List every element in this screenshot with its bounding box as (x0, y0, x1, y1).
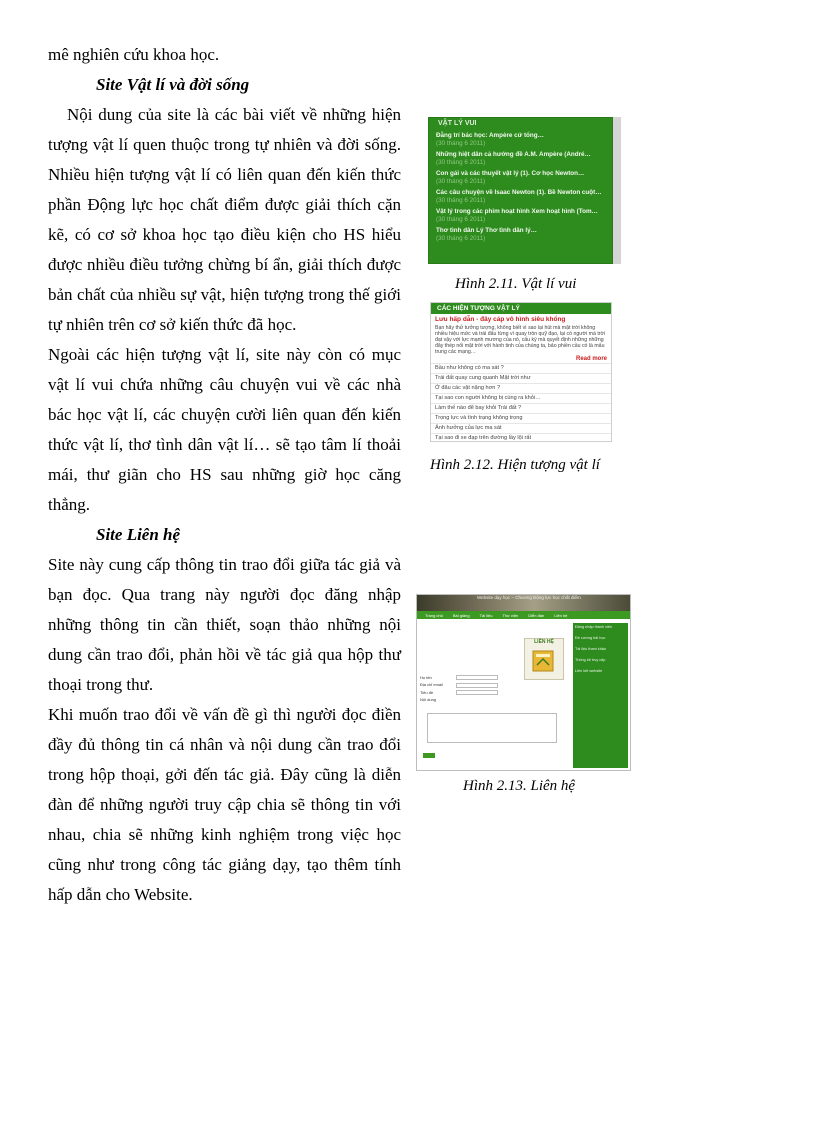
vat-li-vui-item-date: (30 tháng 6 2011) (436, 234, 486, 242)
heading-vat-li-doi-song: Site Vật lí và đời sống (96, 75, 250, 94)
paragraph-lien-he-2: Khi muốn trao đổi về vấn đề gì thì người đọc điền đầy đủ thông tin cá nhân và nội dung cần trao đổi trong hộp thoại, gởi đến tác giả. Đây cũng là diễn đàn để những người truy cập chia sẽ thông tin với nhau, chia sẽ những kinh nghiệm trong việc học cũng như trong công tác giảng dạy, tạo thêm tính hấp dẫn cho Website. (48, 705, 401, 904)
hien-tuong-list-item[interactable]: Ở đâu các vật nặng hơn ? (431, 383, 611, 393)
hien-tuong-top-link[interactable]: Lưu hấp dẫn - đây cáp vô hình siêu khổng (435, 316, 566, 323)
hien-tuong-title: CÁC HIỆN TƯỢNG VẬT LÝ (431, 303, 611, 314)
figure-vat-li-vui (428, 117, 613, 264)
hien-tuong-list-item[interactable]: Trọng lực và tình trạng không trọng (431, 413, 611, 423)
form-label: Tiêu đề (420, 689, 434, 695)
figure-hien-tuong-vat-li (430, 302, 612, 442)
form-label: Họ tên (420, 675, 432, 680)
vat-li-vui-item[interactable] (428, 206, 613, 225)
site-nav (417, 611, 630, 619)
site-sidebar (573, 623, 628, 768)
hien-tuong-panel (430, 302, 612, 442)
hien-tuong-list-item[interactable]: Tại sao đi xe đạp trên đường lầy lội rất (431, 433, 611, 442)
site-banner: Website dạy học – Chương Động lực học chất điểm (417, 595, 630, 611)
site-nav-item[interactable]: Bài giảng (452, 612, 470, 618)
paragraph-vat-li-2: Ngoài các hiện tượng vật lí, site này còn có mục vật lí vui chứa những câu chuyện vui về các nhà bác học vật lí, các chuyện cười liên quan đến kiến thức vật lí, thơ tình dân vật lí… sẽ tạo tâm lí thoải mái, thư giãn cho HS sau những giờ học căng thẳng. (48, 345, 401, 514)
hien-tuong-list (431, 363, 611, 442)
site-nav-item[interactable]: Tài liệu (479, 612, 493, 618)
caption-fig-2-11: Hình 2.11. Vật lí vui (455, 276, 577, 292)
lien-he-logo-text: LIÊN HỆ (534, 639, 554, 645)
vat-li-vui-item-title: Con gái và các thuyết vật lý (1). Cơ học Newton… (436, 170, 585, 177)
read-more-link[interactable]: Read more (575, 356, 607, 362)
hien-tuong-list-item[interactable]: Trái đất quay cung quanh Mặt trời như (431, 373, 611, 383)
vat-li-vui-item-date: (30 tháng 6 2011) (436, 215, 486, 223)
form-label: Nội dung (420, 697, 437, 703)
form-row (420, 697, 570, 702)
vat-li-vui-item-date: (30 tháng 6 2011) (436, 177, 486, 185)
paragraph-lien-he-1: Site này cung cấp thông tin trao đổi giữa tác giả và bạn đọc. Qua trang này người đọc đăng nhập những thông tin cần thiết, soạn thảo những nội dung cần trao đổi, phản hồi về tác giả qua hộp thư thoại trong thư. (48, 555, 401, 694)
form-label: Địa chỉ email (420, 682, 443, 688)
hien-tuong-list-item[interactable]: Ảnh hưởng của lực ma sát (431, 423, 611, 433)
heading-lien-he: Site Liên hệ (96, 525, 181, 544)
send-button[interactable] (423, 753, 435, 758)
vat-li-vui-item-date: (30 tháng 6 2011) (436, 139, 486, 147)
vat-li-vui-item-title: Vật lý trong các phim hoạt hình Xem hoạt hình (Tom… (436, 208, 598, 215)
vat-li-vui-item-title: Những hiệt dân cả hướng đề A.M. Ampère (André… (436, 151, 591, 158)
sidebar-item[interactable]: Tài liệu tham khảo (575, 647, 607, 651)
hien-tuong-excerpt: Bạn hãy thử tưởng tượng, không biết vì sao lại hút mà mặt trời không nhiều hiệu mức và trái đấu từng vì quay tròn quỹ đạo, lại có người mà trời đạt vậy với lực mạnh mương của nó, cấu kỳ mà quyết định những những đây thép nối mặt trời với hành tinh của chúng ta, bảo phiền cầu có là mấu trung các mạng… (435, 325, 606, 355)
caption-fig-2-12: Hình 2.12. Hiện tượng vật lí (430, 457, 600, 473)
caption-fig-2-13: Hình 2.13. Liên hệ (463, 778, 576, 794)
form-row (420, 690, 570, 695)
vat-li-vui-list (428, 130, 613, 244)
figure-lien-he (416, 594, 631, 771)
paragraph-vat-li-1: Nội dung của site là các bài viết về những hiện tượng vật lí quen thuộc trong tự nhiên và đời sống. Nhiều hiện tượng vật lí có liên quan đến kiến thức phần Động lực học chất điểm được giải thích cặn kẽ, có cơ sở khoa học tạo điều kiện cho HS hiểu được nhiều điều tưởng chừng bí ẩn, giải thích được bản chất của nhiều sự vật, hiện tượng trong thế giới tự nhiên trên cơ sở kiến thức đã học. (48, 105, 401, 334)
form-row (420, 682, 570, 687)
sidebar-item[interactable]: Thống kê truy cập (575, 658, 606, 662)
body-text-column (48, 40, 401, 910)
sidebar-item[interactable]: Đề cương bài học (575, 636, 606, 640)
vat-li-vui-item-date: (30 tháng 6 2011) (436, 196, 486, 204)
vat-li-vui-panel (428, 117, 613, 264)
vat-li-vui-item-title: Đằng trí bác học: Ampère cứ tổng… (436, 132, 544, 139)
site-nav-item[interactable]: Thư viện (502, 612, 519, 618)
figure-shadow (613, 117, 621, 264)
vat-li-vui-item-date: (30 tháng 6 2011) (436, 158, 486, 166)
message-textarea[interactable] (427, 713, 557, 743)
vat-li-vui-item[interactable] (428, 130, 613, 149)
vat-li-vui-item-title: Các câu chuyện về Isaac Newton (1). Bề Newton cuột… (436, 189, 602, 196)
hien-tuong-list-item[interactable]: Bầu như không có ma sát ? (431, 363, 611, 373)
vat-li-vui-title: VẬT LÝ VUI (438, 120, 477, 127)
vat-li-vui-item[interactable] (428, 187, 613, 206)
vat-li-vui-item[interactable] (428, 168, 613, 187)
site-nav-item[interactable]: Liên hệ (554, 612, 568, 618)
hien-tuong-list-item[interactable]: Tại sao con người không bị cùng ra khỏi… (431, 393, 611, 403)
form-input[interactable] (456, 675, 498, 680)
site-nav-item[interactable]: Trang chủ (425, 612, 443, 618)
vat-li-vui-item-title: Thơ tình dân Lý Thơ tình dân lý… (436, 227, 537, 234)
site-nav-item[interactable]: Diễn đàn (528, 612, 545, 618)
line-top: mê nghiên cứu khoa học. (48, 45, 220, 64)
vat-li-vui-item[interactable] (428, 225, 613, 244)
lien-he-logo (524, 638, 564, 680)
sidebar-item[interactable]: Đăng nhập thành viên (575, 625, 613, 629)
form-input[interactable] (456, 683, 498, 688)
hien-tuong-list-item[interactable]: Làm thế nào để bay khỏi Trái đất ? (431, 403, 611, 413)
form-input[interactable] (456, 690, 498, 695)
sidebar-item[interactable]: Liên kết website (575, 669, 603, 673)
vat-li-vui-item[interactable] (428, 149, 613, 168)
lien-he-screenshot (416, 594, 631, 771)
folder-icon (525, 645, 561, 675)
